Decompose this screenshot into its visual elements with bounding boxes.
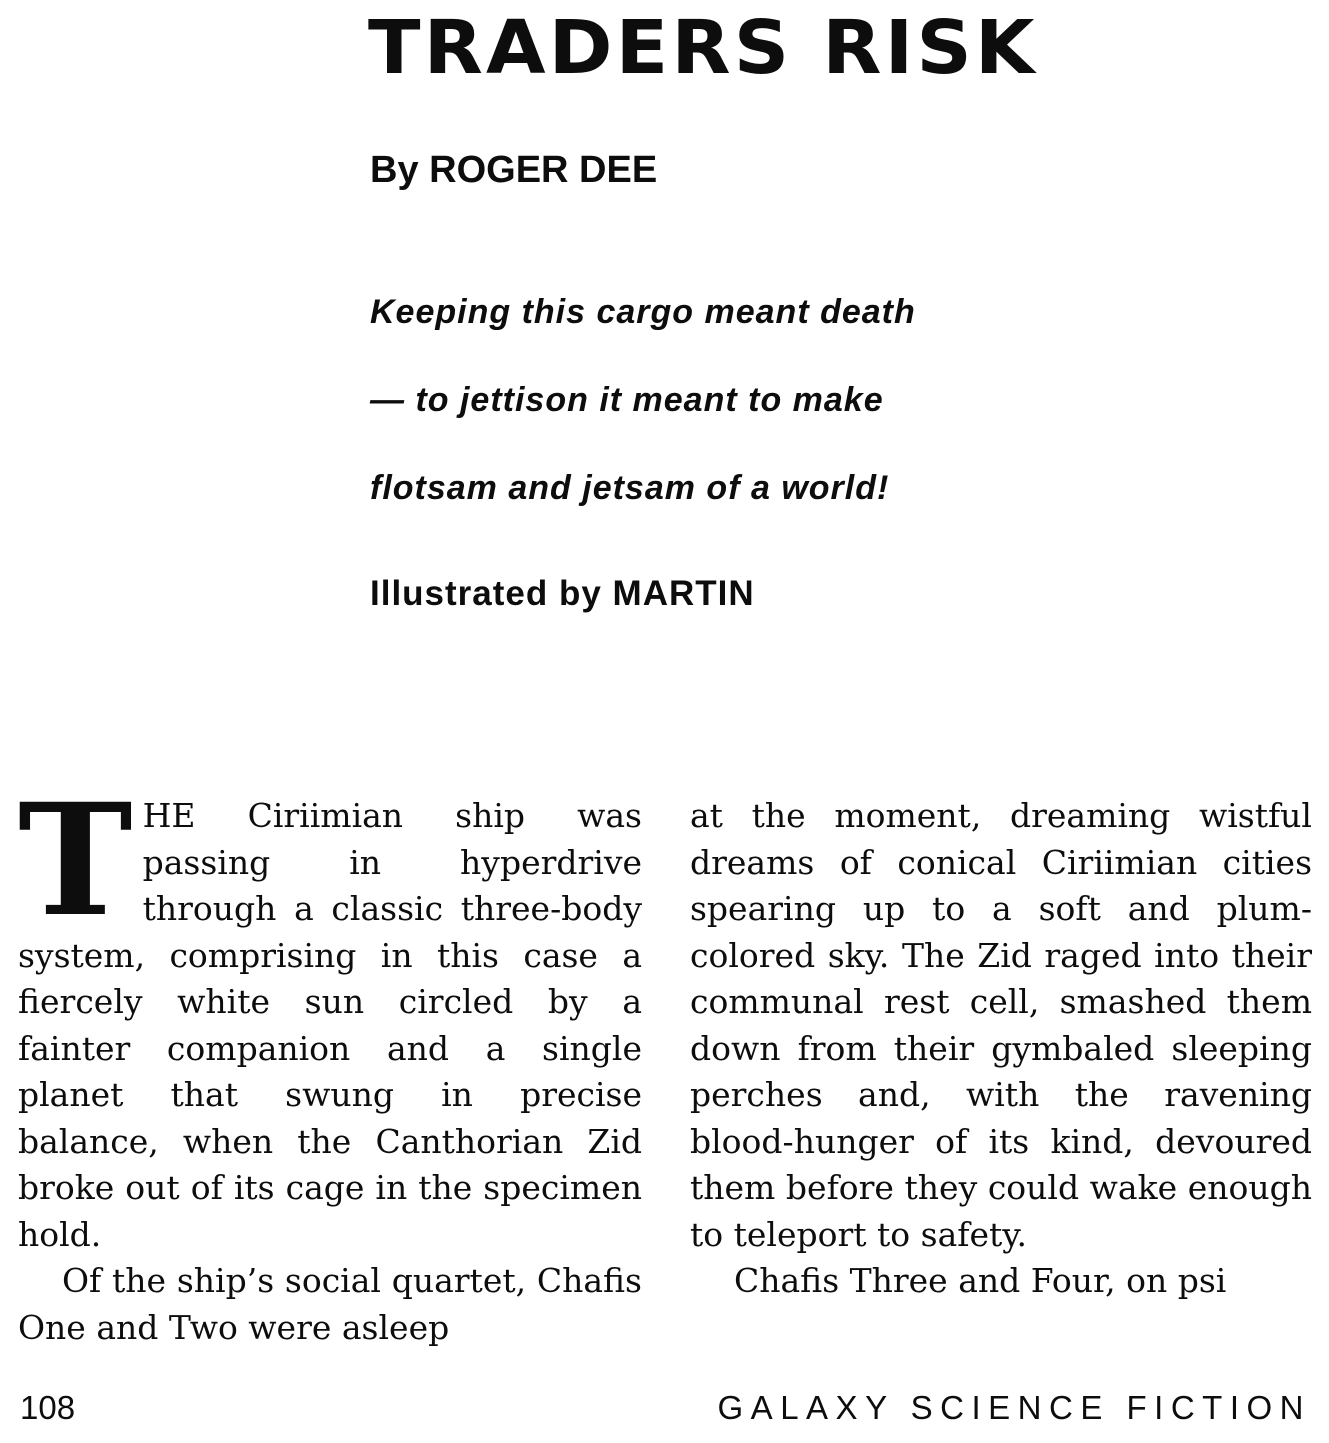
- paragraph-text: HE Ciriimian ship was passing in hyperdrive through a classic three-body system, comprising in this case a fiercely white sun circled by a fainter companion and a single planet that swung in precise balance, when the Canthorian Zid broke out of its cage in the specimen hold.: [18, 796, 642, 1254]
- body-column-left: [18, 770, 642, 1351]
- body-paragraph: Of the ship’s social quartet, Chafis One and Two were asleep: [18, 1261, 642, 1347]
- author-byline: By ROGER DEE: [370, 149, 658, 191]
- magazine-name: GALAXY SCIENCE FICTION: [717, 1389, 1311, 1426]
- body-column-right: [690, 793, 1312, 1305]
- body-paragraph: Chafis Three and Four, on psi: [734, 1261, 1227, 1300]
- body-paragraph: [18, 770, 642, 1258]
- blurb-line: flotsam and jetsam of a world!: [370, 469, 890, 507]
- story-title: TRADERS RISK: [368, 5, 1038, 91]
- story-blurb: [370, 268, 916, 532]
- body-paragraph: at the moment, dreaming wistful dreams of conical Ciriimian cities spearing up to a soft and plum-colored sky. The Zid raged into their communal rest cell, smashed them down from their gymbaled sleeping perches and, with the ravening blood-hunger of its kind, devoured them before they could wake enough to teleport to safety.: [690, 796, 1312, 1254]
- page-number: 108: [20, 1389, 76, 1426]
- blurb-line: Keeping this cargo meant death: [370, 293, 916, 331]
- drop-cap: T: [18, 770, 133, 951]
- illustrator-credit: Illustrated by MARTIN: [370, 574, 755, 613]
- blurb-line: — to jettison it meant to make: [370, 381, 884, 419]
